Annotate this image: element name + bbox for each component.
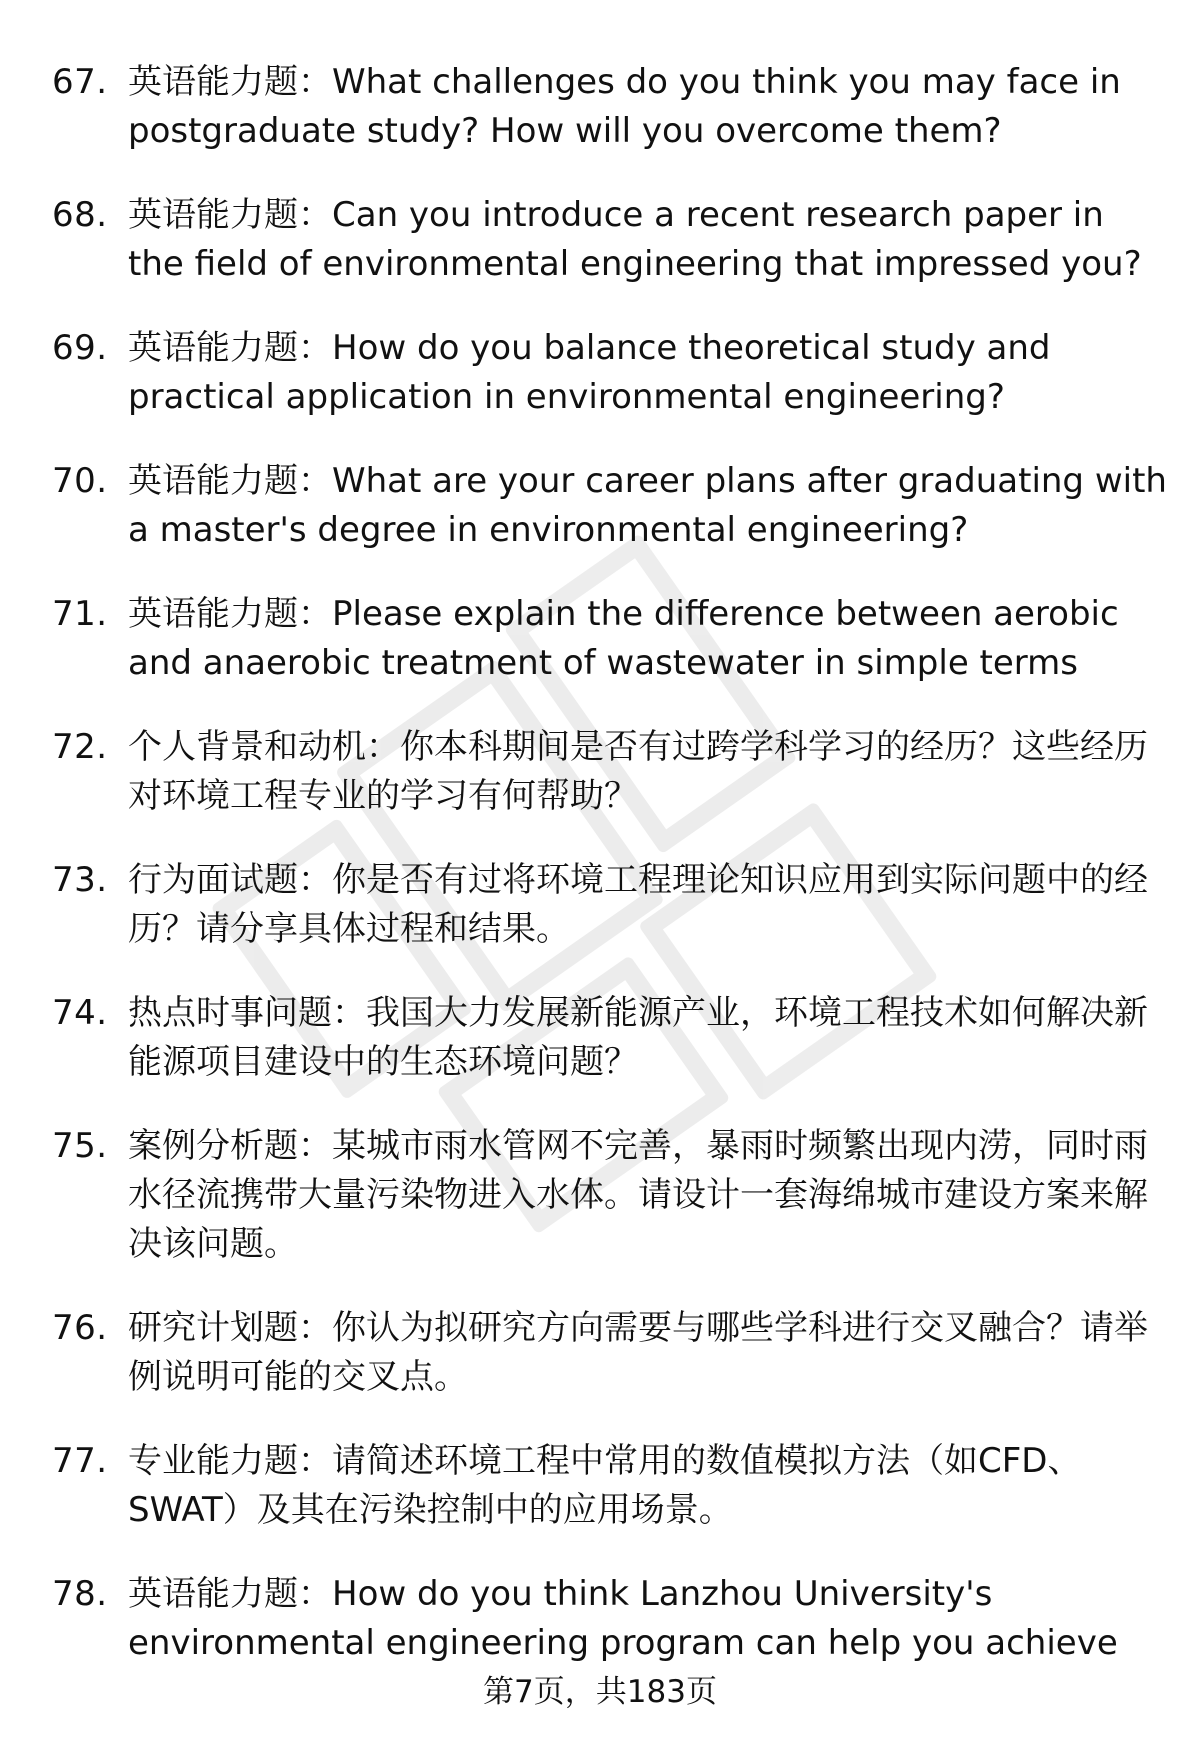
question-text: 热点时事问题：我国大力发展新能源产业，环境工程技术如何解决新能源项目建设中的生态环境问题？ [128,993,1148,1082]
question-number: 70. [52,461,108,501]
list-item [52,989,1167,1087]
question-number: 67. [52,62,108,102]
question-number: 76. [52,1308,108,1348]
question-text: 英语能力题：Please explain the difference between aerobic and anaerobic treatment of wastewater in simple terms [128,594,1119,683]
question-text: 个人背景和动机：你本科期间是否有过跨学科学习的经历？这些经历对环境工程专业的学习有何帮助？ [128,727,1148,816]
question-number: 72. [52,727,108,767]
question-number: 69. [52,328,108,368]
page-indicator: 第7页，共183页 [483,1674,717,1710]
list-item [52,191,1167,289]
question-number: 78. [52,1574,108,1614]
question-number: 77. [52,1441,108,1481]
list-item [52,1570,1167,1668]
list-item [52,324,1167,422]
question-text: 英语能力题：How do you balance theoretical study and practical application in environmental engineering? [128,328,1051,417]
list-item [52,1304,1167,1402]
question-text: 英语能力题：How do you think Lanzhou University's environmental engineering program can help you achieve [128,1574,1118,1663]
list-item [52,1122,1167,1269]
list-item [52,856,1167,954]
list-item [52,58,1167,156]
question-text: 英语能力题：What are your career plans after graduating with a master's degree in environmental engineering? [128,461,1167,550]
question-text: 英语能力题：Can you introduce a recent research paper in the field of environmental engineering that impressed you? [128,195,1142,284]
question-number: 68. [52,195,108,235]
question-text: 研究计划题：你认为拟研究方向需要与哪些学科进行交叉融合？请举例说明可能的交叉点。 [128,1308,1148,1397]
question-number: 74. [52,993,108,1033]
question-text: 案例分析题：某城市雨水管网不完善，暴雨时频繁出现内涝，同时雨水径流携带大量污染物进入水体。请设计一套海绵城市建设方案来解决该问题。 [128,1126,1148,1264]
question-list [52,58,1167,1668]
question-number: 75. [52,1126,108,1166]
question-text: 专业能力题：请简述环境工程中常用的数值模拟方法（如CFD、SWAT）及其在污染控制中的应用场景。 [128,1441,1082,1530]
question-text: 行为面试题：你是否有过将环境工程理论知识应用到实际问题中的经历？请分享具体过程和结果。 [128,860,1148,949]
question-number: 73. [52,860,108,900]
question-text: 英语能力题：What challenges do you think you may face in postgraduate study? How will you overcome them? [128,62,1121,151]
list-item [52,590,1167,688]
question-number: 71. [52,594,108,634]
list-item [52,457,1167,555]
list-item [52,723,1167,821]
list-item [52,1437,1167,1535]
